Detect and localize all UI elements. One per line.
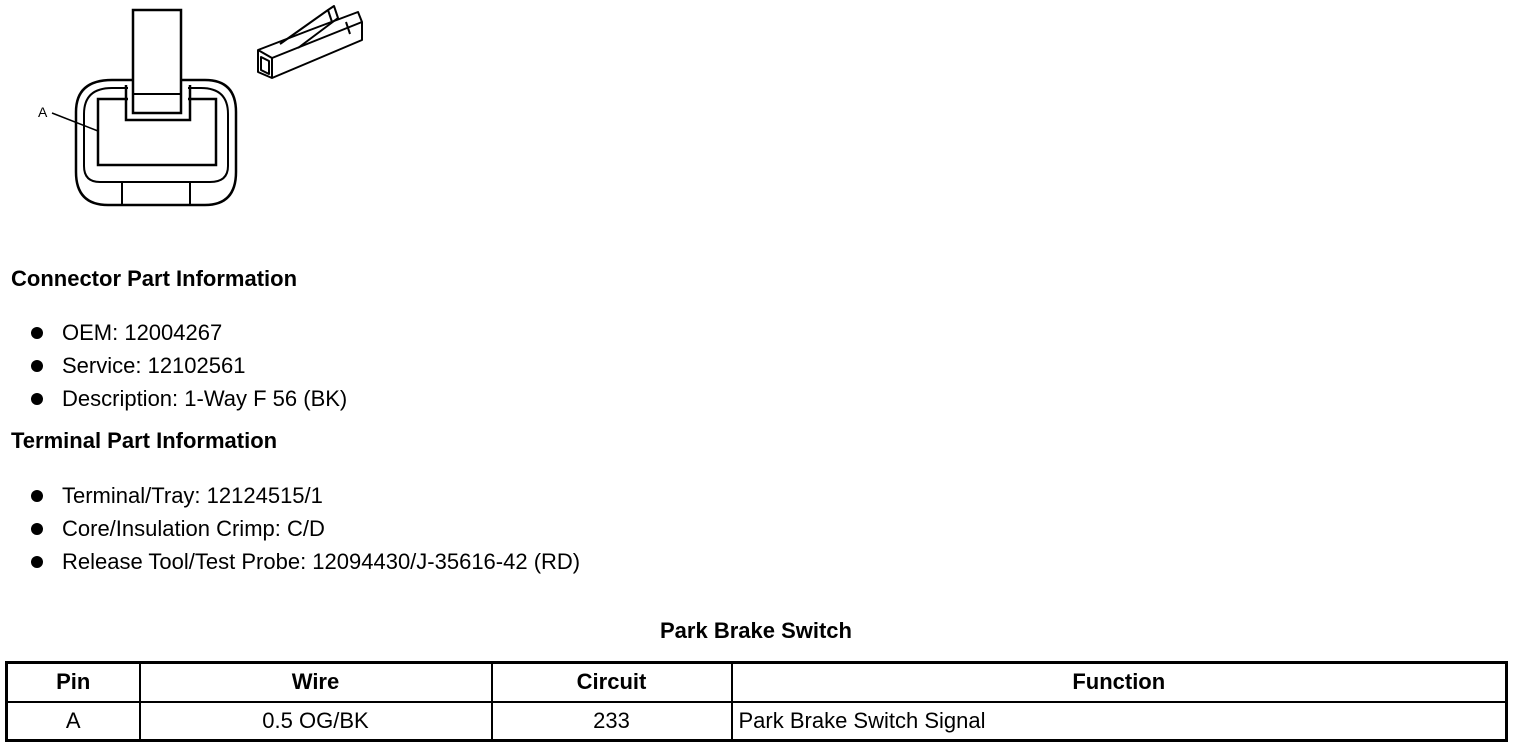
list-item bbox=[30, 386, 347, 419]
pin-a-callout: A bbox=[38, 104, 48, 120]
table-header-row bbox=[7, 663, 1507, 702]
latch-tab bbox=[133, 10, 181, 113]
terminal-part-info-list bbox=[30, 483, 580, 582]
list-item bbox=[30, 320, 347, 353]
cell-circuit: 233 bbox=[492, 702, 732, 741]
connector-part-info-list bbox=[30, 320, 347, 419]
bullet-icon bbox=[31, 556, 43, 568]
cell-function: Park Brake Switch Signal bbox=[732, 702, 1507, 741]
bullet-icon bbox=[31, 327, 43, 339]
bottom-key bbox=[122, 182, 190, 205]
core-insulation-crimp: Core/Insulation Crimp: C/D bbox=[62, 516, 325, 541]
cell-pin: A bbox=[7, 702, 140, 741]
list-item bbox=[30, 483, 580, 516]
column-header-pin: Pin bbox=[7, 663, 140, 702]
terminal-opening bbox=[261, 57, 269, 74]
pinout-table bbox=[5, 661, 1508, 742]
connector-part-info-title: Connector Part Information bbox=[11, 266, 298, 291]
service-part-number: Service: 12102561 bbox=[62, 353, 246, 378]
list-item bbox=[30, 516, 580, 549]
bullet-icon bbox=[31, 360, 43, 372]
bullet-icon bbox=[31, 393, 43, 405]
list-item bbox=[30, 353, 347, 386]
table-title: Park Brake Switch bbox=[660, 618, 852, 643]
column-header-wire: Wire bbox=[140, 663, 492, 702]
column-header-function: Function bbox=[732, 663, 1507, 702]
terminal-drawing bbox=[250, 0, 370, 100]
list-item bbox=[30, 549, 580, 582]
connector-face-drawing bbox=[0, 0, 250, 215]
table-row bbox=[7, 702, 1507, 741]
bullet-icon bbox=[31, 490, 43, 502]
terminal-part-info-title: Terminal Part Information bbox=[11, 428, 278, 453]
terminal-tray: Terminal/Tray: 12124515/1 bbox=[62, 483, 323, 508]
oem-part-number: OEM: 12004267 bbox=[62, 320, 223, 345]
connector-description: Description: 1-Way F 56 (BK) bbox=[62, 386, 348, 411]
bullet-icon bbox=[31, 523, 43, 535]
release-tool-test-probe: Release Tool/Test Probe: 12094430/J-35616-42 (RD) bbox=[62, 549, 581, 574]
cell-wire: 0.5 OG/BK bbox=[140, 702, 492, 741]
column-header-circuit: Circuit bbox=[492, 663, 732, 702]
